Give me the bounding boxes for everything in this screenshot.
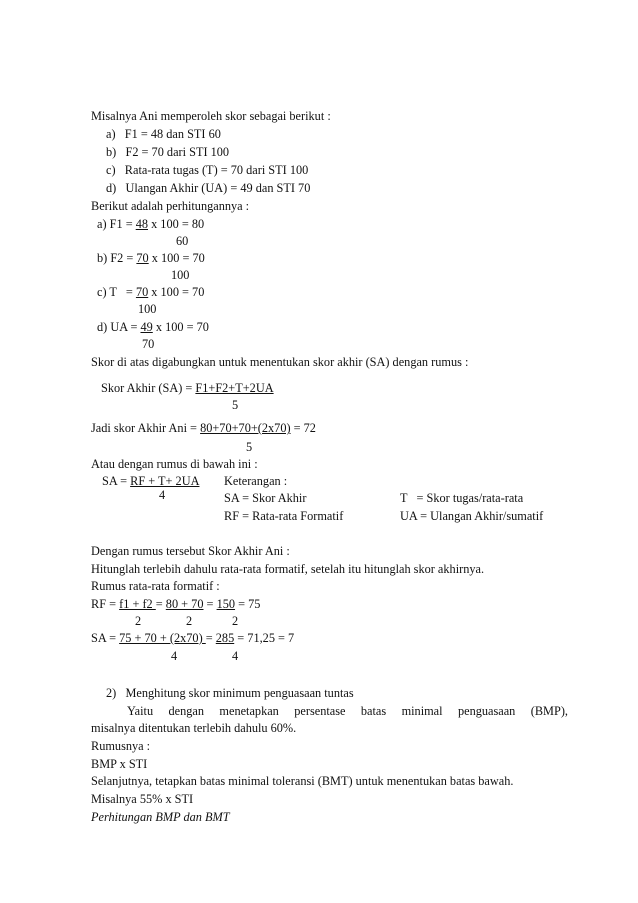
sa-denominator-1: 4 bbox=[171, 649, 178, 663]
rf-denominator-2: 2 bbox=[186, 614, 193, 628]
calc-c-denominator: 100 bbox=[138, 302, 157, 316]
para-hitunglah: Hitunglah terlebih dahulu rata-rata formatif, setelah itu hitunglah skor akhirnya. bbox=[91, 562, 485, 576]
keterangan-sa: SA = Skor Akhir bbox=[224, 491, 307, 505]
rumusnya-label: Rumusnya : bbox=[91, 739, 151, 753]
final-score-ani-denominator: 5 bbox=[246, 440, 253, 454]
bmt-paragraph: Selanjutnya, tetapkan batas minimal toleransi (BMT) untuk menentukan batas bawah. bbox=[91, 774, 514, 788]
calc-a-denominator: 60 bbox=[176, 234, 189, 248]
alt-formula-text: Atau dengan rumus di bawah ini : bbox=[91, 457, 258, 471]
bmp-bmt-heading: Perhitungan BMP dan BMT bbox=[91, 810, 230, 824]
calc-b: b) F2 = 70 x 100 = 70 bbox=[97, 251, 205, 265]
calc-c: c) T = 70 x 100 = 70 bbox=[97, 285, 205, 299]
calc-b-denominator: 100 bbox=[171, 268, 190, 282]
rf-calculation: RF = f1 + f2 = 80 + 70 = 150 = 75 bbox=[91, 597, 261, 611]
calc-a: a) F1 = 48 x 100 = 80 bbox=[97, 217, 205, 231]
formula-skor-akhir-denominator: 5 bbox=[232, 398, 239, 412]
bmt-example: Misalnya 55% x STI bbox=[91, 792, 194, 806]
combine-text: Skor di atas digabungkan untuk menentukan skor akhir (SA) dengan rumus : bbox=[91, 355, 469, 369]
formula-sa-denominator: 4 bbox=[159, 488, 166, 502]
keterangan-title: Keterangan : bbox=[224, 474, 288, 488]
keterangan-ua: UA = Ulangan Akhir/sumatif bbox=[400, 509, 544, 523]
formula-skor-akhir: Skor Akhir (SA) = F1+F2+T+2UA bbox=[101, 381, 274, 395]
section-2-paragraph-line-2: misalnya ditentukan terlebih dahulu 60%. bbox=[91, 721, 297, 735]
bmp-formula: BMP x STI bbox=[91, 757, 148, 771]
score-item-d: d) Ulangan Akhir (UA) = 49 dan STI 70 bbox=[106, 181, 311, 195]
sa-calculation: SA = 75 + 70 + (2x70) = 285 = 71,25 = 7 bbox=[91, 631, 295, 645]
para-skor-akhir-ani: Dengan rumus tersebut Skor Akhir Ani : bbox=[91, 544, 290, 558]
rf-denominator-1: 2 bbox=[135, 614, 142, 628]
formula-sa: SA = RF + T+ 2UA bbox=[102, 474, 200, 488]
section-2-heading: 2) Menghitung skor minimum penguasaan tuntas bbox=[106, 686, 354, 700]
score-item-c: c) Rata-rata tugas (T) = 70 dari STI 100 bbox=[106, 163, 309, 177]
para-rumus-rf: Rumus rata-rata formatif : bbox=[91, 579, 220, 593]
score-item-a: a) F1 = 48 dan STI 60 bbox=[106, 127, 221, 141]
score-item-b: b) F2 = 70 dari STI 100 bbox=[106, 145, 230, 159]
calc-heading: Berikut adalah perhitungannya : bbox=[91, 199, 250, 213]
final-score-ani: Jadi skor Akhir Ani = 80+70+70+(2x70) = 72 bbox=[91, 421, 316, 435]
intro-text: Misalnya Ani memperoleh skor sebagai berikut : bbox=[91, 109, 331, 123]
keterangan-t: T = Skor tugas/rata-rata bbox=[400, 491, 524, 505]
calc-d: d) UA = 49 x 100 = 70 bbox=[97, 320, 209, 334]
keterangan-rf: RF = Rata-rata Formatif bbox=[224, 509, 344, 523]
sa-denominator-2: 4 bbox=[232, 649, 239, 663]
calc-d-denominator: 70 bbox=[142, 337, 155, 351]
rf-denominator-3: 2 bbox=[232, 614, 239, 628]
section-2-paragraph-line-1: Yaitu dengan menetapkan persentase batas minimal penguasaan (BMP), bbox=[127, 704, 568, 718]
